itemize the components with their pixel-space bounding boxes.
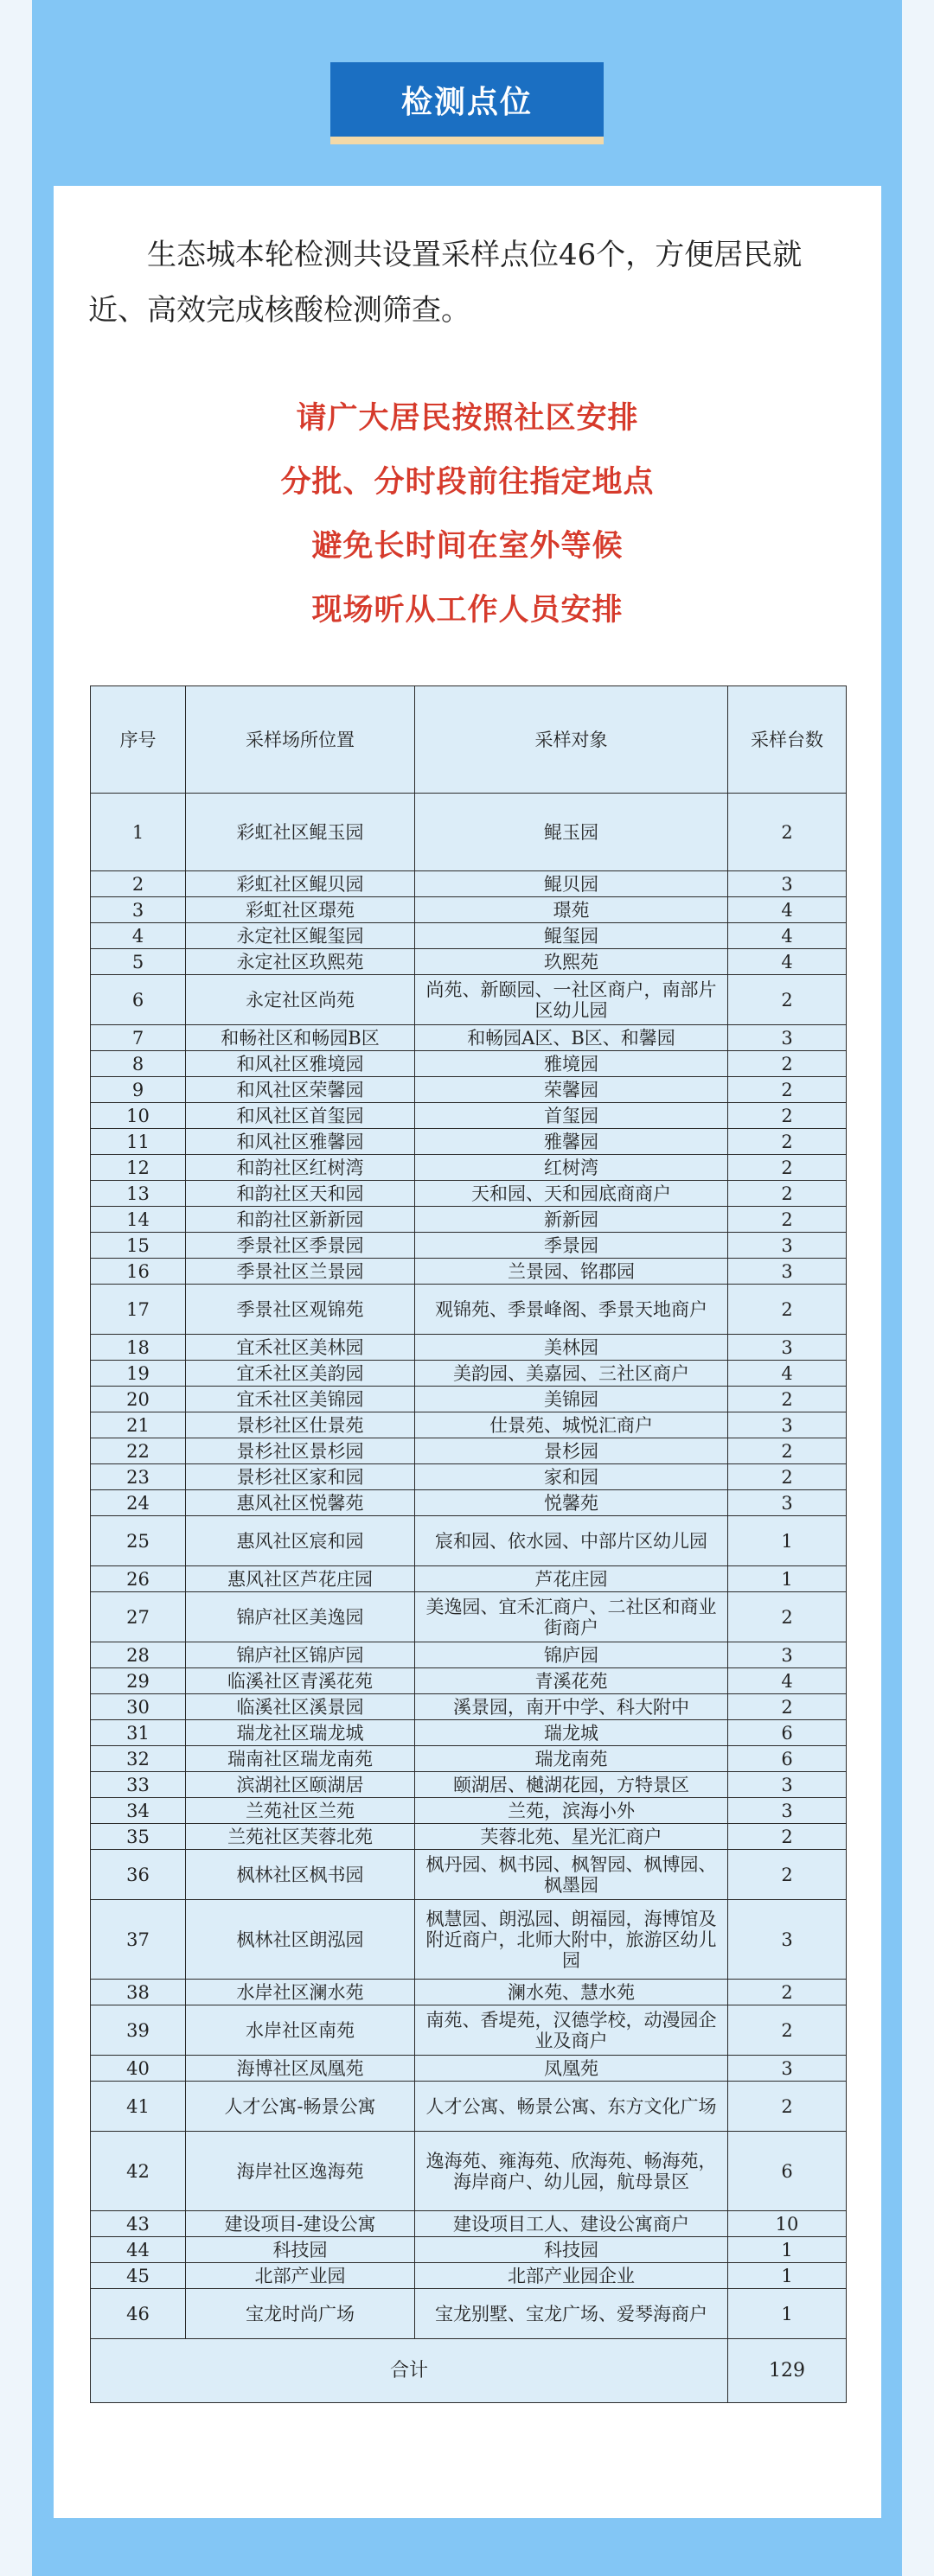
cell-count: 3 [728,1772,847,1798]
table-row [91,1668,847,1694]
cell-index: 1 [91,794,186,871]
cell-count: 1 [728,2263,847,2289]
cell-target: 家和园 [415,1464,728,1490]
cell-count: 4 [728,1361,847,1387]
table-row [91,871,847,897]
cell-count: 1 [728,1566,847,1592]
section-title: 检测点位 [330,62,604,137]
table-row [91,1129,847,1155]
cell-index: 27 [91,1592,186,1642]
notice-list [54,386,881,642]
cell-target: 科技园 [415,2237,728,2263]
table-row [91,1438,847,1464]
cell-location: 彩虹社区鲲玉园 [186,794,415,871]
cell-index: 34 [91,1798,186,1824]
cell-location: 和韵社区天和园 [186,1181,415,1207]
cell-count: 3 [728,871,847,897]
cell-count: 2 [728,1285,847,1335]
cell-location: 彩虹社区璟苑 [186,897,415,923]
notice-line: 避免长时间在室外等候 [311,529,624,564]
cell-index: 29 [91,1668,186,1694]
cell-count: 2 [728,1207,847,1233]
cell-target: 颐湖居、樾湖花园，方特景区 [415,1772,728,1798]
cell-location: 兰苑社区芙蓉北苑 [186,1824,415,1850]
cell-count: 2 [728,1850,847,1900]
cell-location: 彩虹社区鲲贝园 [186,871,415,897]
cell-count: 2 [728,1824,847,1850]
cell-location: 临溪社区青溪花苑 [186,1668,415,1694]
notice-line: 现场听从工作人员安排 [311,593,624,628]
cell-index: 2 [91,871,186,897]
notice-line: 请广大居民按照社区安排 [296,401,639,436]
table-row [91,2132,847,2211]
cell-target: 宝龙别墅、宝龙广场、爱琴海商户 [415,2289,728,2339]
table-row [91,1464,847,1490]
cell-target: 景杉园 [415,1438,728,1464]
table-row [91,1051,847,1077]
header-target: 采样对象 [415,686,728,794]
cell-count: 2 [728,1129,847,1155]
cell-count: 4 [728,897,847,923]
cell-target: 雅馨园 [415,1129,728,1155]
cell-index: 6 [91,975,186,1025]
cell-location: 和畅社区和畅园B区 [186,1025,415,1051]
table-row [91,1285,847,1335]
cell-target: 观锦苑、季景峰阁、季景天地商户 [415,1285,728,1335]
table-row [91,1181,847,1207]
cell-count: 3 [728,1025,847,1051]
cell-index: 39 [91,2005,186,2056]
cell-location: 宜禾社区美韵园 [186,1361,415,1387]
cell-location: 和韵社区新新园 [186,1207,415,1233]
table-row [91,1387,847,1412]
cell-target: 枫丹园、枫书园、枫智园、枫博园、枫墨园 [415,1850,728,1900]
table-row [91,1412,847,1438]
cell-index: 42 [91,2132,186,2211]
cell-target: 兰苑，滨海小外 [415,1798,728,1824]
table-row [91,2237,847,2263]
cell-location: 宝龙时尚广场 [186,2289,415,2339]
table-row [91,1490,847,1516]
cell-index: 13 [91,1181,186,1207]
cell-count: 3 [728,1642,847,1668]
cell-location: 滨湖社区颐湖居 [186,1772,415,1798]
cell-target: 宸和园、依水园、中部片区幼儿园 [415,1516,728,1566]
cell-target: 悦馨苑 [415,1490,728,1516]
cell-count: 3 [728,1490,847,1516]
table-row [91,1103,847,1129]
cell-target: 北部产业园企业 [415,2263,728,2289]
cell-count: 6 [728,2132,847,2211]
table-row [91,2082,847,2132]
cell-count: 2 [728,794,847,871]
cell-target: 雅境园 [415,1051,728,1077]
table-row [91,1566,847,1592]
table-row [91,1824,847,1850]
cell-count: 3 [728,1900,847,1980]
cell-target: 尚苑、新颐园、一社区商户，南部片区幼儿园 [415,975,728,1025]
table-row [91,1207,847,1233]
cell-location: 和风社区首玺园 [186,1103,415,1129]
cell-count: 1 [728,2237,847,2263]
cell-location: 锦庐社区锦庐园 [186,1642,415,1668]
cell-count: 2 [728,1694,847,1720]
cell-location: 水岸社区南苑 [186,2005,415,2056]
table-row [91,2005,847,2056]
cell-target: 瑞龙南苑 [415,1746,728,1772]
cell-target: 新新园 [415,1207,728,1233]
table-row [91,923,847,949]
cell-index: 19 [91,1361,186,1387]
cell-index: 28 [91,1642,186,1668]
cell-count: 2 [728,1103,847,1129]
cell-location: 瑞龙社区瑞龙城 [186,1720,415,1746]
cell-count: 1 [728,1516,847,1566]
cell-location: 和风社区雅馨园 [186,1129,415,1155]
total-value: 129 [728,2339,847,2403]
cell-index: 4 [91,923,186,949]
cell-count: 4 [728,949,847,975]
cell-target: 鲲贝园 [415,871,728,897]
cell-index: 33 [91,1772,186,1798]
cell-index: 7 [91,1025,186,1051]
table-row [91,897,847,923]
cell-target: 芙蓉北苑、星光汇商户 [415,1824,728,1850]
cell-index: 25 [91,1516,186,1566]
cell-target: 建设项目工人、建设公寓商户 [415,2211,728,2237]
cell-count: 2 [728,1464,847,1490]
cell-index: 23 [91,1464,186,1490]
cell-target: 青溪花苑 [415,1668,728,1694]
cell-index: 10 [91,1103,186,1129]
table-row [91,1516,847,1566]
cell-count: 4 [728,1668,847,1694]
cell-location: 海岸社区逸海苑 [186,2132,415,2211]
table-row [91,1592,847,1642]
cell-index: 32 [91,1746,186,1772]
cell-index: 41 [91,2082,186,2132]
header-count: 采样台数 [728,686,847,794]
cell-location: 北部产业园 [186,2263,415,2289]
cell-location: 海博社区凤凰苑 [186,2056,415,2082]
cell-index: 35 [91,1824,186,1850]
cell-target: 美林园 [415,1335,728,1361]
cell-target: 澜水苑、慧水苑 [415,1980,728,2005]
cell-count: 2 [728,2005,847,2056]
cell-count: 2 [728,1980,847,2005]
table-row [91,1155,847,1181]
cell-count: 2 [728,2082,847,2132]
cell-target: 美逸园、宜禾汇商户、二社区和商业街商户 [415,1592,728,1642]
cell-target: 仕景苑、城悦汇商户 [415,1412,728,1438]
cell-count: 3 [728,2056,847,2082]
table-body [91,794,847,2339]
cell-location: 惠风社区芦花庄园 [186,1566,415,1592]
cell-index: 46 [91,2289,186,2339]
cell-index: 40 [91,2056,186,2082]
cell-target: 鲲玺园 [415,923,728,949]
table-row [91,1025,847,1051]
sampling-points-table [90,685,847,2403]
cell-index: 14 [91,1207,186,1233]
cell-target: 美韵园、美嘉园、三社区商户 [415,1361,728,1387]
cell-location: 建设项目-建设公寓 [186,2211,415,2237]
cell-location: 和韵社区红树湾 [186,1155,415,1181]
cell-index: 38 [91,1980,186,2005]
table-row [91,2056,847,2082]
cell-index: 11 [91,1129,186,1155]
cell-location: 瑞南社区瑞龙南苑 [186,1746,415,1772]
cell-location: 景杉社区家和园 [186,1464,415,1490]
table-row [91,2263,847,2289]
cell-target: 南苑、香堤苑，汉德学校，动漫园企业及商户 [415,2005,728,2056]
content-card [54,186,881,2518]
table-row [91,975,847,1025]
table-row [91,1900,847,1980]
cell-location: 季景社区兰景园 [186,1259,415,1285]
cell-location: 宜禾社区美林园 [186,1335,415,1361]
cell-location: 季景社区观锦苑 [186,1285,415,1335]
cell-target: 凤凰苑 [415,2056,728,2082]
table-row [91,1798,847,1824]
cell-index: 26 [91,1566,186,1592]
table-row [91,2289,847,2339]
cell-target: 兰景园、铭郡园 [415,1259,728,1285]
cell-target: 逸海苑、雍海苑、欣海苑、畅海苑，海岸商户、幼儿园，航母景区 [415,2132,728,2211]
cell-count: 3 [728,1259,847,1285]
cell-target: 首玺园 [415,1103,728,1129]
cell-location: 季景社区季景园 [186,1233,415,1259]
intro-paragraph: 生态城本轮检测共设置采样点位46个，方便居民就近、高效完成核酸检测筛查。 [88,238,803,328]
page-background [32,0,902,2576]
table-row [91,1720,847,1746]
header-index: 序号 [91,686,186,794]
cell-location: 惠风社区悦馨苑 [186,1490,415,1516]
cell-count: 2 [728,975,847,1025]
table-row [91,1335,847,1361]
cell-index: 12 [91,1155,186,1181]
header-location: 采样场所位置 [186,686,415,794]
cell-count: 3 [728,1412,847,1438]
cell-location: 兰苑社区兰苑 [186,1798,415,1824]
cell-index: 45 [91,2263,186,2289]
cell-index: 31 [91,1720,186,1746]
cell-location: 临溪社区溪景园 [186,1694,415,1720]
cell-count: 2 [728,1387,847,1412]
cell-index: 20 [91,1387,186,1412]
cell-count: 3 [728,1233,847,1259]
cell-location: 和风社区荣馨园 [186,1077,415,1103]
table-row [91,1233,847,1259]
cell-location: 永定社区玖熙苑 [186,949,415,975]
cell-count: 10 [728,2211,847,2237]
cell-count: 2 [728,1155,847,1181]
cell-target: 璟苑 [415,897,728,923]
cell-target: 美锦园 [415,1387,728,1412]
table-row [91,1642,847,1668]
table-row [91,1772,847,1798]
cell-target: 鲲玉园 [415,794,728,871]
cell-count: 3 [728,1335,847,1361]
cell-target: 天和园、天和园底商商户 [415,1181,728,1207]
table-row [91,1980,847,2005]
cell-count: 2 [728,1077,847,1103]
cell-index: 16 [91,1259,186,1285]
table-header-row [91,686,847,794]
cell-index: 5 [91,949,186,975]
table-row [91,1259,847,1285]
cell-target: 芦花庄园 [415,1566,728,1592]
table-row [91,794,847,871]
cell-index: 21 [91,1412,186,1438]
cell-target: 锦庐园 [415,1642,728,1668]
cell-target: 人才公寓、畅景公寓、东方文化广场 [415,2082,728,2132]
section-title-banner [330,62,604,145]
cell-index: 43 [91,2211,186,2237]
cell-index: 22 [91,1438,186,1464]
cell-index: 44 [91,2237,186,2263]
table-total-row [91,2339,847,2403]
cell-location: 景杉社区仕景苑 [186,1412,415,1438]
cell-location: 永定社区鲲玺园 [186,923,415,949]
cell-count: 3 [728,1798,847,1824]
cell-index: 9 [91,1077,186,1103]
cell-index: 30 [91,1694,186,1720]
cell-location: 枫林社区枫书园 [186,1850,415,1900]
cell-count: 2 [728,1438,847,1464]
cell-location: 惠风社区宸和园 [186,1516,415,1566]
cell-target: 枫慧园、朗泓园、朗福园，海博馆及附近商户，北师大附中，旅游区幼儿园 [415,1900,728,1980]
cell-location: 永定社区尚苑 [186,975,415,1025]
cell-index: 24 [91,1490,186,1516]
cell-target: 瑞龙城 [415,1720,728,1746]
cell-target: 季景园 [415,1233,728,1259]
cell-count: 1 [728,2289,847,2339]
table-row [91,1361,847,1387]
cell-count: 2 [728,1592,847,1642]
total-label: 合计 [91,2339,728,2403]
cell-location: 宜禾社区美锦园 [186,1387,415,1412]
cell-location: 科技园 [186,2237,415,2263]
notice-line: 分批、分时段前往指定地点 [280,465,655,500]
cell-count: 4 [728,923,847,949]
cell-target: 荣馨园 [415,1077,728,1103]
cell-count: 6 [728,1746,847,1772]
cell-count: 2 [728,1181,847,1207]
cell-location: 和风社区雅境园 [186,1051,415,1077]
cell-location: 水岸社区澜水苑 [186,1980,415,2005]
cell-location: 景杉社区景杉园 [186,1438,415,1464]
cell-index: 18 [91,1335,186,1361]
cell-index: 3 [91,897,186,923]
cell-target: 和畅园A区、B区、和馨园 [415,1025,728,1051]
cell-index: 36 [91,1850,186,1900]
cell-target: 溪景园，南开中学、科大附中 [415,1694,728,1720]
cell-count: 6 [728,1720,847,1746]
table-row [91,1850,847,1900]
cell-location: 锦庐社区美逸园 [186,1592,415,1642]
cell-index: 8 [91,1051,186,1077]
cell-target: 玖熙苑 [415,949,728,975]
cell-index: 17 [91,1285,186,1335]
title-underline [330,137,604,144]
table-row [91,1694,847,1720]
cell-location: 枫林社区朗泓园 [186,1900,415,1980]
cell-location: 人才公寓-畅景公寓 [186,2082,415,2132]
table-row [91,949,847,975]
table-row [91,1746,847,1772]
table-row [91,1077,847,1103]
cell-target: 红树湾 [415,1155,728,1181]
cell-index: 15 [91,1233,186,1259]
cell-index: 37 [91,1900,186,1980]
cell-count: 2 [728,1051,847,1077]
table-row [91,2211,847,2237]
